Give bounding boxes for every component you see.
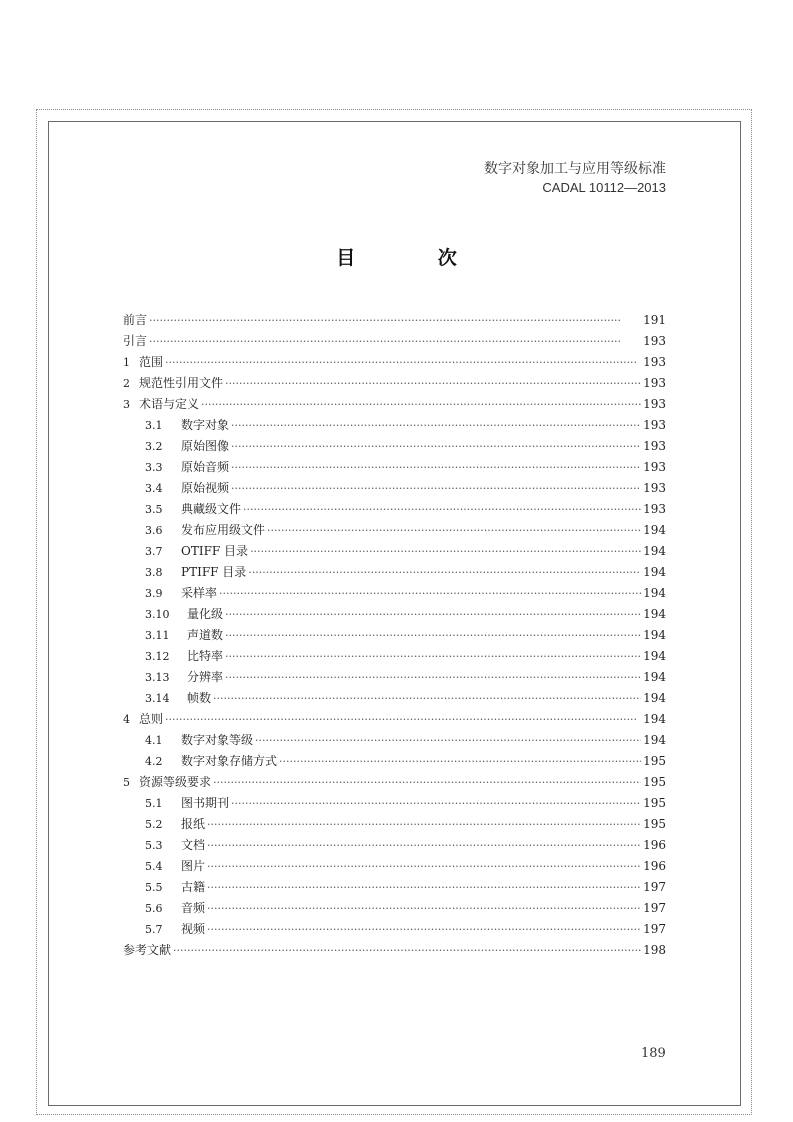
- toc-entry-number: 5.4: [145, 860, 163, 873]
- toc-entry-page: 191: [643, 313, 666, 327]
- toc-entry[interactable]: [123, 688, 666, 709]
- toc-entry[interactable]: [123, 793, 666, 814]
- toc-entry-page: 194: [643, 670, 666, 684]
- toc-entry-page: 193: [643, 418, 666, 432]
- toc-dot-leader: [149, 310, 641, 331]
- toc-entry-number: 2: [123, 377, 130, 390]
- toc-entry-number: 3.4: [145, 482, 163, 495]
- toc-entry-title: OTIFF 目录: [181, 544, 249, 558]
- toc-entry-number: 5.2: [145, 818, 163, 831]
- toc-entry-page: 194: [643, 628, 666, 642]
- toc-entry-title: 典藏级文件: [181, 502, 242, 516]
- toc-entry-page: 194: [643, 565, 666, 579]
- toc-entry[interactable]: [123, 898, 666, 919]
- toc-dot-leader: [231, 478, 641, 499]
- toc-entry[interactable]: [123, 667, 666, 688]
- table-of-contents: [123, 310, 666, 961]
- toc-entry[interactable]: [123, 310, 666, 331]
- toc-entry-page: 196: [643, 859, 666, 873]
- toc-entry-number: 4.1: [145, 734, 163, 747]
- standard-code: CADAL 10112—2013: [542, 180, 666, 195]
- toc-entry-number: 5.6: [145, 902, 163, 915]
- toc-entry[interactable]: [123, 709, 666, 730]
- toc-dot-leader: [231, 793, 641, 814]
- toc-entry-title: 数字对象存储方式: [181, 754, 278, 768]
- toc-entry[interactable]: [123, 919, 666, 940]
- toc-entry-number: 5: [123, 776, 130, 789]
- toc-dot-leader: [213, 772, 641, 793]
- toc-entry-page: 197: [643, 901, 666, 915]
- toc-entry-number: 5.3: [145, 839, 163, 852]
- toc-entry[interactable]: [123, 877, 666, 898]
- toc-entry-page: 195: [643, 817, 666, 831]
- toc-entry[interactable]: [123, 352, 666, 373]
- toc-entry-number: 5.7: [145, 923, 163, 936]
- toc-entry-title: 前言: [123, 313, 148, 327]
- toc-entry-title: 声道数: [187, 628, 224, 642]
- toc-entry-title: 帧数: [187, 691, 212, 705]
- toc-dot-leader: [255, 730, 641, 751]
- toc-entry[interactable]: [123, 940, 666, 961]
- toc-entry-title: 比特率: [187, 649, 224, 663]
- toc-entry-page: 194: [643, 691, 666, 705]
- toc-entry-page: 197: [643, 880, 666, 894]
- toc-entry-title: 图书期刊: [181, 796, 230, 810]
- toc-dot-leader: [219, 583, 641, 604]
- toc-entry-title: 数字对象等级: [181, 733, 254, 747]
- toc-dot-leader: [225, 604, 641, 625]
- toc-entry-page: 193: [643, 334, 666, 348]
- toc-dot-leader: [243, 499, 641, 520]
- toc-entry-title: 发布应用级文件: [181, 523, 266, 537]
- toc-entry-title: 规范性引用文件: [139, 376, 224, 390]
- toc-entry[interactable]: [123, 478, 666, 499]
- toc-entry-title: PTIFF 目录: [181, 565, 247, 579]
- toc-entry-title: 音频: [181, 901, 206, 915]
- toc-entry-title: 报纸: [181, 817, 206, 831]
- toc-entry[interactable]: [123, 772, 666, 793]
- toc-entry-number: 4.2: [145, 755, 163, 768]
- toc-entry[interactable]: [123, 751, 666, 772]
- toc-entry[interactable]: [123, 583, 666, 604]
- toc-entry-page: 193: [643, 460, 666, 474]
- toc-dot-leader: [213, 688, 641, 709]
- toc-entry-title: 原始视频: [181, 481, 230, 495]
- toc-entry[interactable]: [123, 856, 666, 877]
- toc-entry-title: 原始图像: [181, 439, 230, 453]
- toc-entry-page: 193: [643, 502, 666, 516]
- toc-entry-page: 194: [643, 712, 666, 726]
- toc-entry-page: 195: [643, 775, 666, 789]
- toc-entry-title: 采样率: [181, 586, 218, 600]
- toc-entry[interactable]: [123, 730, 666, 751]
- toc-entry-page: 194: [643, 544, 666, 558]
- toc-entry-title: 参考文献: [123, 943, 172, 957]
- toc-entry[interactable]: [123, 373, 666, 394]
- toc-dot-leader: [248, 562, 641, 583]
- toc-entry-number: 3.3: [145, 461, 163, 474]
- toc-dot-leader: [207, 919, 641, 940]
- toc-dot-leader: [225, 646, 641, 667]
- toc-entry[interactable]: [123, 604, 666, 625]
- toc-dot-leader: [231, 415, 641, 436]
- page-number: 189: [641, 1046, 666, 1061]
- toc-entry-page: 193: [643, 481, 666, 495]
- toc-entry-page: 195: [643, 796, 666, 810]
- toc-entry[interactable]: [123, 520, 666, 541]
- toc-entry-number: 3.12: [145, 650, 170, 663]
- toc-dot-leader: [149, 331, 641, 352]
- toc-entry-number: 4: [123, 713, 130, 726]
- toc-entry[interactable]: [123, 541, 666, 562]
- toc-entry-number: 3.2: [145, 440, 163, 453]
- toc-entry-number: 3.7: [145, 545, 163, 558]
- toc-dot-leader: [231, 457, 641, 478]
- toc-dot-leader: [207, 898, 641, 919]
- toc-dot-leader: [279, 751, 641, 772]
- toc-entry-number: 3.1: [145, 419, 163, 432]
- toc-entry-title: 术语与定义: [139, 397, 200, 411]
- toc-dot-leader: [225, 667, 641, 688]
- toc-entry-title: 资源等级要求: [139, 775, 212, 789]
- toc-entry[interactable]: [123, 499, 666, 520]
- toc-entry-page: 193: [643, 397, 666, 411]
- toc-dot-leader: [173, 940, 641, 961]
- toc-dot-leader: [165, 352, 641, 373]
- toc-entry-number: 3.10: [145, 608, 170, 621]
- toc-entry[interactable]: [123, 394, 666, 415]
- toc-dot-leader: [207, 814, 641, 835]
- toc-entry-page: 196: [643, 838, 666, 852]
- toc-entry-page: 195: [643, 754, 666, 768]
- toc-dot-leader: [201, 394, 641, 415]
- toc-entry[interactable]: [123, 814, 666, 835]
- toc-entry-title: 视频: [181, 922, 206, 936]
- toc-entry-number: 3.13: [145, 671, 170, 684]
- toc-entry-title: 引言: [123, 334, 148, 348]
- toc-entry-title: 原始音频: [181, 460, 230, 474]
- toc-entry-page: 194: [643, 607, 666, 621]
- toc-entry-number: 3.14: [145, 692, 170, 705]
- toc-entry[interactable]: [123, 646, 666, 667]
- toc-entry-page: 194: [643, 733, 666, 747]
- toc-entry-page: 194: [643, 649, 666, 663]
- toc-entry-number: 3.5: [145, 503, 163, 516]
- toc-entry[interactable]: [123, 436, 666, 457]
- toc-entry-title: 数字对象: [181, 418, 230, 432]
- toc-entry-page: 193: [643, 355, 666, 369]
- toc-heading: 目 次: [336, 247, 495, 269]
- toc-entry-title: 文档: [181, 838, 206, 852]
- toc-entry-number: 5.5: [145, 881, 163, 894]
- toc-entry-title: 图片: [181, 859, 206, 873]
- toc-dot-leader: [207, 877, 641, 898]
- toc-entry-number: 3.8: [145, 566, 163, 579]
- toc-entry-page: 193: [643, 439, 666, 453]
- toc-dot-leader: [250, 541, 641, 562]
- toc-entry-title: 范围: [139, 355, 164, 369]
- toc-dot-leader: [231, 436, 641, 457]
- toc-dot-leader: [267, 520, 641, 541]
- toc-dot-leader: [165, 709, 641, 730]
- toc-entry-number: 3.11: [145, 629, 170, 642]
- toc-entry[interactable]: [123, 415, 666, 436]
- toc-entry-number: 3.9: [145, 587, 163, 600]
- toc-dot-leader: [225, 625, 641, 646]
- toc-entry-page: 198: [643, 943, 666, 957]
- toc-entry-number: 1: [123, 356, 130, 369]
- toc-entry-page: 193: [643, 376, 666, 390]
- toc-entry-number: 3: [123, 398, 130, 411]
- toc-entry[interactable]: [123, 331, 666, 352]
- toc-entry-number: 5.1: [145, 797, 163, 810]
- toc-entry-page: 194: [643, 523, 666, 537]
- toc-dot-leader: [207, 856, 641, 877]
- toc-dot-leader: [207, 835, 641, 856]
- toc-entry-title: 总则: [139, 712, 164, 726]
- toc-entry[interactable]: [123, 835, 666, 856]
- toc-entry[interactable]: [123, 562, 666, 583]
- toc-entry-page: 197: [643, 922, 666, 936]
- toc-entry[interactable]: [123, 457, 666, 478]
- toc-entry-number: 3.6: [145, 524, 163, 537]
- standard-title: 数字对象加工与应用等级标准: [484, 161, 666, 177]
- toc-entry-title: 分辨率: [187, 670, 224, 684]
- toc-dot-leader: [225, 373, 641, 394]
- toc-entry-page: 194: [643, 586, 666, 600]
- toc-entry-title: 古籍: [181, 880, 206, 894]
- toc-entry[interactable]: [123, 625, 666, 646]
- toc-entry-title: 量化级: [187, 607, 224, 621]
